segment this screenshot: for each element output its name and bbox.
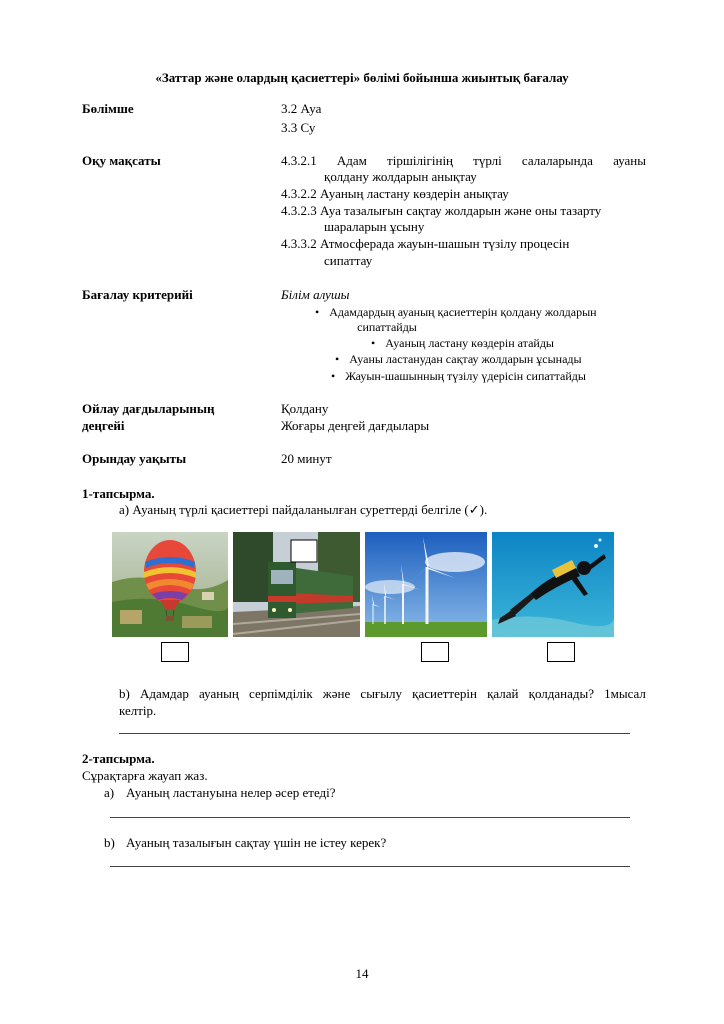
answer-line-1[interactable] bbox=[119, 733, 630, 734]
objective-4-line2: сипаттау bbox=[324, 253, 373, 268]
criteria-bullet-1-line2: сипаттайды bbox=[357, 320, 417, 334]
task1-part-b-line2: келтір. bbox=[119, 703, 157, 718]
check-box-diver[interactable] bbox=[547, 642, 575, 662]
task2-question-b-marker: b) bbox=[104, 835, 115, 850]
criteria-bullet-2: • Ауаның ластану көздерін атайды bbox=[371, 336, 554, 350]
objective-1-line1: 4.3.2.1 Адам тіршілігінің түрлі салаларында ауаны bbox=[281, 153, 646, 168]
train-icon bbox=[233, 532, 360, 637]
task2-question-a-marker: a) bbox=[104, 785, 115, 800]
train-image bbox=[233, 532, 360, 637]
objective-2: 4.3.2.2 Ауаның ластану көздерін анықтау bbox=[281, 186, 509, 201]
criteria-label: Бағалау критерийі bbox=[82, 287, 193, 302]
objective-3-line2: шараларын ұсыну bbox=[324, 219, 425, 234]
criteria-subtitle: Білім алушы bbox=[281, 287, 350, 302]
answer-line-3[interactable] bbox=[110, 866, 630, 867]
diver-image bbox=[492, 532, 614, 637]
section-label: Бөлімше bbox=[82, 101, 134, 116]
objectives-label: Оқу мақсаты bbox=[82, 153, 161, 168]
criteria-bullet-3: • Ауаны ластанудан сақтау жолдарын ұсынады bbox=[335, 352, 582, 366]
task2-question-a: Ауаның ластануына нелер әсер етеді? bbox=[126, 785, 336, 800]
task1-part-a: a) Ауаның түрлі қасиеттері пайдаланылған суреттерді белгіле (✓). bbox=[119, 502, 488, 517]
balloon-image bbox=[112, 532, 228, 637]
hot-air-balloon-icon bbox=[112, 532, 228, 637]
objective-1-line2: қолдану жолдарын анықтау bbox=[324, 169, 477, 184]
task2-heading: 2-тапсырма. bbox=[82, 751, 155, 766]
page-title: «Заттар және олардың қасиеттері» бөлімі бойынша жиынтық бағалау bbox=[155, 70, 569, 85]
section-value-2: 3.3 Су bbox=[281, 120, 316, 135]
check-box-balloon[interactable] bbox=[161, 642, 189, 662]
thinking-value-line2: Жоғары деңгей дағдылары bbox=[281, 418, 430, 433]
criteria-bullet-4: • Жауын-шашынның түзілу үдерісін сипаттайды bbox=[331, 369, 586, 383]
time-value: 20 минут bbox=[281, 451, 332, 466]
time-label: Орындау уақыты bbox=[82, 451, 187, 466]
task1-heading: 1-тапсырма. bbox=[82, 486, 155, 501]
task2-instruction: Сұрақтарға жауап жаз. bbox=[82, 768, 208, 783]
wind-turbine-icon bbox=[365, 532, 487, 637]
page-number: 14 bbox=[355, 966, 369, 981]
objective-3-line1: 4.3.2.3 Ауа тазалығын сақтау жолдарын және оны тазарту bbox=[281, 203, 602, 218]
criteria-bullet-1: • Адамдардың ауаның қасиеттерін қолдану жолдарын bbox=[315, 305, 597, 319]
thinking-value-line1: Қолдану bbox=[281, 401, 329, 416]
objective-4-line1: 4.3.3.2 Атмосферада жауын-шашын түзілу процесін bbox=[281, 236, 570, 251]
answer-line-2[interactable] bbox=[110, 817, 630, 818]
section-value-1: 3.2 Ауа bbox=[281, 101, 322, 116]
wind-turbines-image bbox=[365, 532, 487, 637]
scuba-diver-icon bbox=[492, 532, 614, 637]
check-box-wind-turbines[interactable] bbox=[421, 642, 449, 662]
task2-question-b: Ауаның тазалығын сақтау үшін не істеу керек? bbox=[126, 835, 387, 850]
thinking-label-line2: деңгейі bbox=[82, 418, 125, 433]
task1-part-b-line1: b) Адамдар ауаның серпімділік және сығылу қасиеттерін қалай қолданады? 1мысал bbox=[119, 686, 646, 701]
thinking-label-line1: Ойлау дағдыларының bbox=[82, 401, 215, 416]
